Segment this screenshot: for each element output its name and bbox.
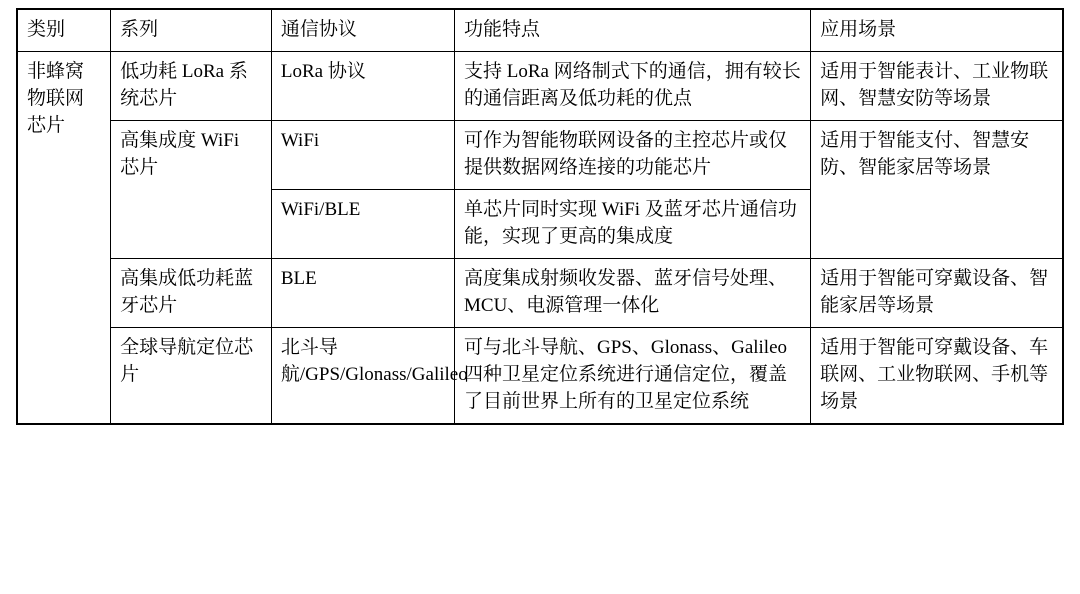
cell-protocol: WiFi (271, 120, 454, 189)
column-header-series: 系列 (111, 9, 272, 51)
cell-scene: 适用于智能可穿戴设备、车联网、工业物联网、手机等场景 (811, 327, 1063, 423)
cell-scene: 适用于智能支付、智慧安防、智能家居等场景 (811, 120, 1063, 258)
cell-protocol: LoRa 协议 (271, 51, 454, 120)
cell-feature: 单芯片同时实现 WiFi 及蓝牙芯片通信功能，实现了更高的集成度 (455, 189, 811, 258)
spec-table (16, 8, 1064, 425)
cell-protocol: BLE (271, 258, 454, 327)
cell-series: 高集成度 WiFi 芯片 (111, 120, 272, 258)
cell-feature: 可与北斗导航、GPS、Glonass、Galileo 四种卫星定位系统进行通信定位，覆盖了目前世界上所有的卫星定位系统 (455, 327, 811, 423)
cell-series: 低功耗 LoRa 系统芯片 (111, 51, 272, 120)
table-body (17, 51, 1063, 423)
cell-category: 非蜂窝物联网芯片 (17, 51, 111, 423)
cell-feature: 高度集成射频收发器、蓝牙信号处理、MCU、电源管理一体化 (455, 258, 811, 327)
cell-scene: 适用于智能表计、工业物联网、智慧安防等场景 (811, 51, 1063, 120)
table-header-row (17, 9, 1063, 51)
cell-protocol: 北斗导航/GPS/Glonass/Galileo (271, 327, 454, 423)
table-row (17, 258, 1063, 327)
table-row (17, 120, 1063, 189)
column-header-protocol: 通信协议 (271, 9, 454, 51)
cell-feature: 可作为智能物联网设备的主控芯片或仅提供数据网络连接的功能芯片 (455, 120, 811, 189)
column-header-category: 类别 (17, 9, 111, 51)
cell-series: 全球导航定位芯片 (111, 327, 272, 423)
column-header-feature: 功能特点 (455, 9, 811, 51)
cell-feature: 支持 LoRa 网络制式下的通信，拥有较长的通信距离及低功耗的优点 (455, 51, 811, 120)
cell-scene: 适用于智能可穿戴设备、智能家居等场景 (811, 258, 1063, 327)
table-row (17, 327, 1063, 423)
table-row (17, 51, 1063, 120)
table-header (17, 9, 1063, 51)
column-header-scene: 应用场景 (811, 9, 1063, 51)
cell-series: 高集成低功耗蓝牙芯片 (111, 258, 272, 327)
cell-protocol: WiFi/BLE (271, 189, 454, 258)
